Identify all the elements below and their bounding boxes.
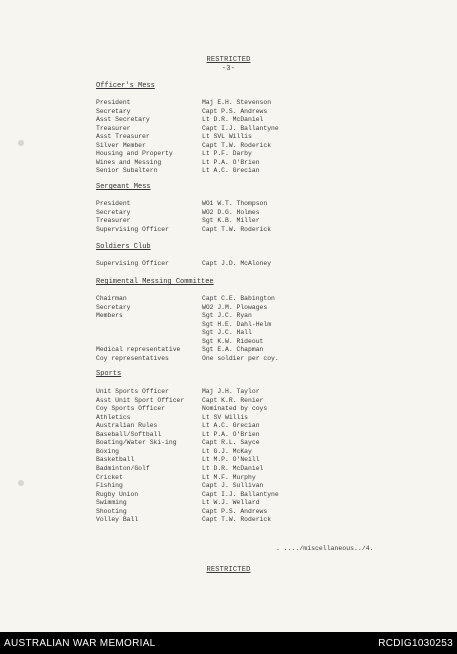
appointment-role: Badminton/Golf [96, 464, 150, 472]
archive-reference: RCDIG1030253 [378, 638, 453, 649]
appointment-role: Swimming [96, 499, 127, 507]
appointment-row [96, 159, 396, 167]
appointment-role: Boating/Water Ski-ing [96, 439, 177, 447]
appointment-holder: Capt T.W. Roderick [202, 141, 272, 149]
appointment-holder: Lt P.F. Darby [202, 150, 252, 158]
appointment-role: Wines and Messing [96, 158, 162, 166]
appointment-holder: Lt M.F. Murphy [202, 473, 256, 481]
appointment-row [96, 321, 396, 329]
appointment-holder: WO2 D.G. Holmes [202, 208, 260, 216]
appointment-row [96, 108, 396, 116]
appointment-row [96, 295, 396, 303]
appointment-row [96, 116, 396, 124]
appointment-role: Unit Sports Officer [96, 388, 169, 395]
appointment-holder: Maj E.H. Stevenson [202, 99, 272, 106]
appointment-holder: Lt A.C. Grecian [202, 167, 260, 175]
appointment-role: Athletics [96, 413, 131, 421]
appointment-role: Cricket [96, 473, 123, 481]
appointment-holder: Capt K.R. Renier [202, 396, 264, 404]
appointment-holder: WO1 W.T. Thompson [202, 200, 268, 207]
appointment-holder: Lt G.J. McKay [202, 447, 252, 455]
appointment-row [96, 491, 396, 499]
page-number: -3- [221, 65, 236, 73]
appointment-role: Coy representatives [96, 354, 169, 362]
appointment-row [96, 217, 396, 225]
appointment-role: Secretary [96, 107, 131, 115]
appointment-row [96, 329, 396, 337]
appointment-role: Volley Ball [96, 516, 139, 524]
archive-footer-bar [0, 632, 457, 654]
appointment-role: Supervising Officer [96, 260, 169, 267]
appointment-role: Fishing [96, 482, 123, 490]
appointment-row [96, 431, 396, 439]
appointment-row [96, 508, 396, 516]
appointment-holder: Lt P.A. O'Brien [202, 430, 260, 438]
appointment-role: Australian Rules [96, 422, 158, 430]
appointment-row [96, 312, 396, 320]
appointment-role: Rugby Union [96, 490, 139, 498]
appointment-role: Baseball/Softball [96, 430, 162, 438]
appointment-holder: Capt T.W. Roderick [202, 225, 272, 233]
appointment-holder: Lt W.J. Wellard [202, 499, 260, 507]
appointment-holder: Sgt K.B. Miller [202, 217, 260, 225]
appointment-holder: Capt P.S. Andrews [202, 107, 268, 115]
appointment-role: President [96, 200, 131, 207]
appointment-row [96, 388, 396, 396]
appointment-holder: Capt P.S. Andrews [202, 507, 268, 515]
appointment-holder: Capt J.D. McAloney [202, 260, 272, 267]
appointment-row [96, 448, 396, 456]
section-title: Sergeant Mess [96, 183, 151, 191]
appointment-row [96, 414, 396, 422]
appointment-row [96, 482, 396, 490]
appointment-holder: WO2 J.M. Plowages [202, 303, 268, 311]
appointment-holder: Lt A.C. Grecian [202, 422, 260, 430]
appointment-role: Shooting [96, 507, 127, 515]
appointment-holder: Lt P.A. O'Brien [202, 158, 260, 166]
appointment-row [96, 355, 396, 363]
appointment-row [96, 99, 396, 107]
appointment-role: Senior Subaltern [96, 167, 158, 175]
appointment-role: Members [96, 312, 123, 320]
appointment-role: Treasurer [96, 217, 131, 225]
appointment-row [96, 133, 396, 141]
appointment-row [96, 346, 396, 354]
appointment-row [96, 260, 396, 268]
appointment-holder: Maj J.H. Taylor [202, 388, 260, 395]
appointment-row [96, 200, 396, 208]
appointment-row [96, 150, 396, 158]
continuation-note: . ..../miscellaneous../4. [276, 545, 374, 552]
appointment-role: Asst Treasurer [96, 133, 150, 141]
classification-footer: RESTRICTED [206, 566, 251, 574]
appointment-role: Secretary [96, 303, 131, 311]
appointment-holder: Sgt J.C. Ryan [202, 312, 252, 320]
appointment-row [96, 474, 396, 482]
appointment-holder: Capt C.E. Babington [202, 295, 275, 302]
classification-header: RESTRICTED [206, 56, 251, 64]
appointment-holder: Lt SV Willis [202, 413, 249, 421]
appointment-row [96, 422, 396, 430]
appointment-row [96, 142, 396, 150]
appointment-row [96, 516, 396, 524]
appointment-row [96, 209, 396, 217]
appointment-role: Silver Member [96, 141, 146, 149]
appointment-role: Medical representative [96, 346, 181, 354]
appointment-role: Boxing [96, 447, 120, 455]
appointment-row [96, 439, 396, 447]
appointment-holder: Sgt K.W. Rideout [202, 337, 264, 345]
appointment-holder: Capt I.J. Ballantyne [202, 490, 279, 498]
appointment-holder: Capt T.W. Roderick [202, 516, 272, 524]
appointment-role: Supervising Officer [96, 225, 169, 233]
appointment-role: President [96, 99, 131, 106]
appointment-role: Basketball [96, 456, 135, 464]
section-title: Officer's Mess [96, 82, 155, 90]
appointment-holder: Lt M.P. O'Neill [202, 456, 260, 464]
appointment-row [96, 456, 396, 464]
appointment-role: Housing and Property [96, 150, 173, 158]
appointment-holder: Sgt J.C. Hall [202, 329, 252, 337]
appointment-holder: Lt D.R. McDaniel [202, 116, 264, 124]
appointment-role: Treasurer [96, 124, 131, 132]
appointment-holder: Capt I.J. Ballantyne [202, 124, 279, 132]
appointment-row [96, 338, 396, 346]
punch-hole [18, 480, 24, 486]
section-title: Soldiers Club [96, 243, 151, 251]
appointment-row [96, 397, 396, 405]
appointment-row [96, 405, 396, 413]
appointment-holder: Sgt H.E. Dahl-Helm [202, 320, 272, 328]
appointment-row [96, 167, 396, 175]
appointment-holder: Capt R.L. Sayce [202, 439, 260, 447]
appointment-holder: Lt SVL Willis [202, 133, 252, 141]
appointment-role: Chairman [96, 295, 127, 302]
appointment-holder: Lt D.R. McDaniel [202, 464, 264, 472]
appointment-holder: One soldier per coy. [202, 354, 279, 362]
appointment-row [96, 499, 396, 507]
appointment-role: Asst Secretary [96, 116, 150, 124]
appointment-holder: Sgt E.A. Chapman [202, 346, 264, 354]
appointment-holder: Capt J. Sullivan [202, 482, 264, 490]
section-title: Sports [96, 370, 122, 378]
archive-name: AUSTRALIAN WAR MEMORIAL [4, 638, 156, 649]
appointment-row [96, 304, 396, 312]
appointment-row [96, 125, 396, 133]
appointment-role: Asst Unit Sport Officer [96, 396, 185, 404]
appointment-holder: Nominated by coys [202, 405, 268, 413]
punch-hole [18, 140, 24, 146]
appointment-role: Secretary [96, 208, 131, 216]
section-title: Regimental Messing Committee [96, 278, 214, 286]
appointment-role: Coy Sports Officer [96, 405, 166, 413]
appointment-row [96, 226, 396, 234]
appointment-row [96, 465, 396, 473]
